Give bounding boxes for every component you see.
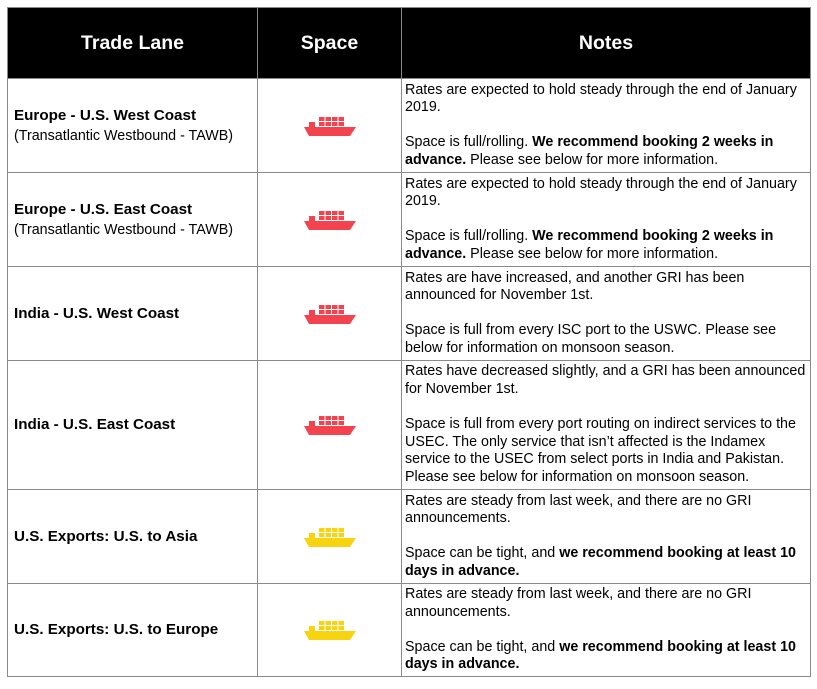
ship-container <box>332 122 338 126</box>
ship-container <box>332 528 338 532</box>
cargo-ship-yellow-icon <box>302 526 358 548</box>
space-cell <box>258 267 402 361</box>
trade-lane-name: U.S. Exports: U.S. to Asia <box>14 527 198 545</box>
ship-container <box>332 211 338 215</box>
ship-container <box>319 621 325 625</box>
ship-container <box>325 305 331 309</box>
ship-container <box>319 310 325 314</box>
space-note: Space can be tight, and we recommend booking at least 10 days in advance. <box>405 638 796 673</box>
cargo-ship-red-icon <box>302 303 358 325</box>
ship-bridge <box>309 122 315 128</box>
notes-cell <box>402 584 811 677</box>
ship-container <box>332 626 338 630</box>
space-cell <box>258 173 402 267</box>
trade-lane-cell <box>8 490 258 584</box>
table-row <box>8 361 811 490</box>
ship-container <box>325 528 331 532</box>
notes-cell <box>402 173 811 267</box>
table-row <box>8 79 811 173</box>
table-row <box>8 267 811 361</box>
trade-lane-cell <box>8 267 258 361</box>
rate-note: Rates are expected to hold steady through the end of January 2019. <box>405 81 797 116</box>
space-cell <box>258 361 402 490</box>
ship-container <box>325 216 331 220</box>
ship-container <box>332 416 338 420</box>
ship-container <box>332 533 338 537</box>
ship-container <box>338 211 344 215</box>
cargo-ship-red-icon <box>302 209 358 231</box>
space-note: Space is full from every ISC port to the USWC. Please see below for information on monsoon season. <box>405 322 777 356</box>
ship-container <box>319 305 325 309</box>
cargo-ship-yellow-icon <box>302 619 358 641</box>
cargo-ship-red-icon <box>302 115 358 137</box>
ship-container <box>332 117 338 121</box>
ship-container <box>325 626 331 630</box>
ship-hull <box>304 426 356 435</box>
ship-container <box>325 533 331 537</box>
ship-bridge <box>309 421 315 427</box>
ship-hull <box>304 127 356 136</box>
trade-lane-cell <box>8 361 258 490</box>
ship-container <box>338 117 344 121</box>
space-cell <box>258 79 402 173</box>
notes-cell <box>402 79 811 173</box>
header-trade-lane: Trade Lane <box>8 8 258 79</box>
ship-hull <box>304 315 356 324</box>
trade-lane-name: India - U.S. West Coast <box>14 304 180 322</box>
ship-container <box>319 122 325 126</box>
rate-note: Rates are steady from last week, and there are no GRI announcements. <box>405 492 752 527</box>
trade-lane-subtitle: (Transatlantic Westbound - TAWB) <box>14 221 234 238</box>
ship-container <box>325 416 331 420</box>
space-cell <box>258 490 402 584</box>
trade-lane-subtitle: (Transatlantic Westbound - TAWB) <box>14 127 234 144</box>
ship-container <box>325 211 331 215</box>
space-note: Space is full/rolling. We recommend booking 2 weeks in advance. Please see below for more information. <box>405 228 774 262</box>
rate-note: Rates are have increased, and another GRI has been announced for November 1st. <box>405 269 745 304</box>
ship-container <box>332 216 338 220</box>
ship-container <box>319 211 325 215</box>
ship-container <box>325 122 331 126</box>
ship-container <box>325 421 331 425</box>
table-row <box>8 584 811 677</box>
header-space: Space <box>258 8 402 79</box>
rate-note: Rates are steady from last week, and there are no GRI announcements. <box>405 586 752 620</box>
ship-container <box>338 626 344 630</box>
trade-lane-cell <box>8 79 258 173</box>
trade-lane-name: U.S. Exports: U.S. to Europe <box>14 621 219 638</box>
ship-container <box>338 621 344 625</box>
ship-hull <box>304 631 356 640</box>
space-cell <box>258 584 402 677</box>
space-note: Space is full/rolling. We recommend booking 2 weeks in advance. Please see below for more information. <box>405 134 774 168</box>
header-notes: Notes <box>402 8 811 79</box>
ship-bridge <box>309 216 315 222</box>
ship-bridge <box>309 533 315 539</box>
ship-container <box>338 421 344 425</box>
trade-lane-cell <box>8 173 258 267</box>
notes-cell <box>402 267 811 361</box>
ship-container <box>332 621 338 625</box>
rate-note: Rates are expected to hold steady through the end of January 2019. <box>405 175 797 210</box>
ship-container <box>319 421 325 425</box>
ship-container <box>338 533 344 537</box>
ship-container <box>332 421 338 425</box>
ship-container <box>319 528 325 532</box>
ship-container <box>319 416 325 420</box>
ship-hull <box>304 221 356 230</box>
rate-note: Rates have decreased slightly, and a GRI has been announced for November 1st. <box>405 363 806 398</box>
ship-container <box>338 310 344 314</box>
ship-container <box>325 621 331 625</box>
space-note: Space is full from every port routing on indirect services to the USEC. The only service that isn’t affected is the Indamex service to the USEC from select ports in India and Pakistan. Please see below for information on monsoon season. <box>405 416 796 485</box>
ship-container <box>332 310 338 314</box>
ship-container <box>338 216 344 220</box>
ship-container <box>332 305 338 309</box>
notes-cell <box>402 490 811 584</box>
trade-lane-cell <box>8 584 258 677</box>
ship-container <box>325 117 331 121</box>
space-note: Space can be tight, and we recommend booking at least 10 days in advance. <box>405 545 796 579</box>
ship-container <box>319 626 325 630</box>
ship-container <box>319 533 325 537</box>
ship-bridge <box>309 310 315 316</box>
table-row <box>8 490 811 584</box>
ship-container <box>338 416 344 420</box>
ship-container <box>338 528 344 532</box>
ship-bridge <box>309 626 315 632</box>
table-header-row <box>8 8 811 79</box>
ship-hull <box>304 538 356 547</box>
trade-lane-name: Europe - U.S. East Coast <box>14 200 193 218</box>
trade-lane-name: India - U.S. East Coast <box>14 416 176 433</box>
notes-cell <box>402 361 811 490</box>
trade-lane-table <box>7 7 811 677</box>
ship-container <box>325 310 331 314</box>
ship-container <box>338 305 344 309</box>
ship-container <box>319 216 325 220</box>
trade-lane-name: Europe - U.S. West Coast <box>14 106 196 124</box>
ship-container <box>319 117 325 121</box>
cargo-ship-red-icon <box>302 414 358 436</box>
table-row <box>8 173 811 267</box>
ship-container <box>338 122 344 126</box>
